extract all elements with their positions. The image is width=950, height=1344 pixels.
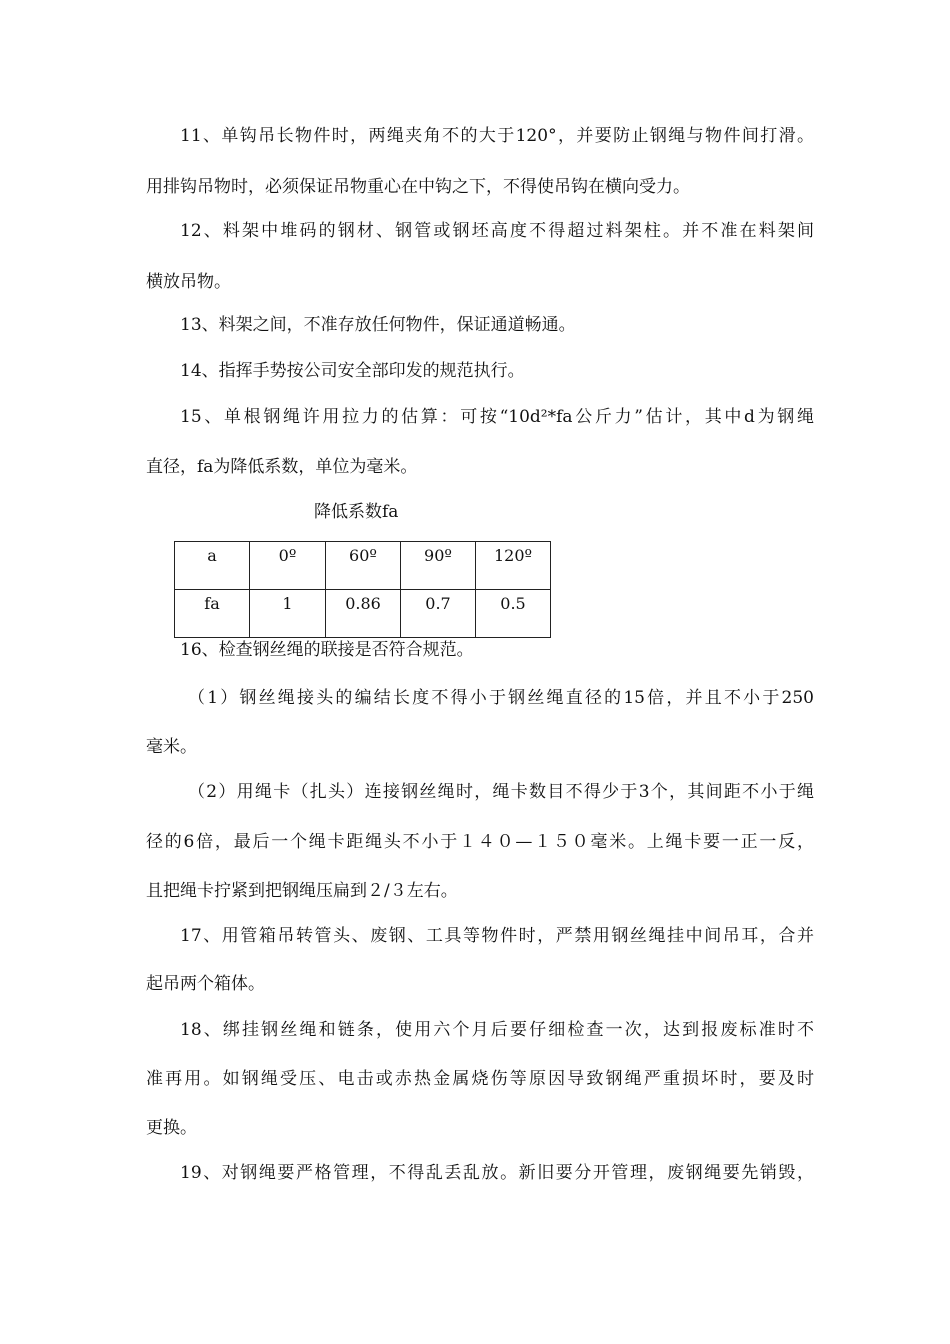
table-cell: 120º: [476, 542, 551, 590]
table-cell: 0º: [250, 542, 326, 590]
table-cell: 0.7: [401, 590, 476, 638]
paragraph-12-line-1: 12、料架中堆码的钢材、钢管或钢坯高度不得超过料架柱。并不准在料架间: [180, 221, 814, 241]
paragraph-19-line-1: 19、对钢绳要严格管理，不得乱丢乱放。新旧要分开管理，废钢绳要先销毁，: [180, 1163, 814, 1183]
paragraph-15-line-2: 直径，fa为降低系数，单位为毫米。: [146, 457, 418, 477]
table-row: [175, 590, 551, 638]
table-cell: 90º: [401, 542, 476, 590]
paragraph-16-1-line-1: （1）钢丝绳接头的编结长度不得小于钢丝绳直径的15倍，并且不小于250: [188, 688, 814, 708]
paragraph-17-line-2: 起吊两个箱体。: [146, 974, 265, 994]
paragraph-12-line-2: 横放吊物。: [146, 272, 231, 292]
paragraph-16: 16、检查钢丝绳的联接是否符合规范。: [180, 640, 474, 660]
paragraph-11-line-2: 用排钩吊物时，必须保证吊物重心在中钩之下，不得使吊钩在横向受力。: [146, 177, 690, 197]
paragraph-18-line-3: 更换。: [146, 1118, 197, 1138]
paragraph-11-line-1: 11、单钩吊长物件时，两绳夹角不的大于120°，并要防止钢绳与物件间打滑。: [180, 126, 814, 146]
table-caption: 降低系数fa: [314, 502, 399, 522]
table-cell: 1: [250, 590, 326, 638]
table-cell: a: [175, 542, 250, 590]
paragraph-16-1-line-2: 毫米。: [146, 737, 197, 757]
paragraph-15-line-1: 15、单根钢绳许用拉力的估算：可按“10d²*fa公斤力”估计，其中d为钢绳: [180, 407, 814, 427]
paragraph-13: 13、料架之间，不准存放任何物件，保证通道畅通。: [180, 315, 576, 335]
table-cell: fa: [175, 590, 250, 638]
paragraph-17-line-1: 17、用管箱吊转管头、废钢、工具等物件时，严禁用钢丝绳挂中间吊耳，合并: [180, 926, 814, 946]
paragraph-14: 14、指挥手势按公司安全部印发的规范执行。: [180, 361, 525, 381]
table-cell: 60º: [326, 542, 401, 590]
table-cell: 0.86: [326, 590, 401, 638]
reduction-factor-table: [174, 541, 551, 638]
paragraph-16-2-line-3: 且把绳卡拧紧到把钢绳压扁到２/３左右。: [146, 881, 458, 901]
paragraph-18-line-1: 18、绑挂钢丝绳和链条，使用六个月后要仔细检查一次，达到报废标准时不: [180, 1020, 814, 1040]
table-cell: 0.5: [476, 590, 551, 638]
paragraph-16-2-line-2: 径的6倍，最后一个绳卡距绳头不小于１４０—１５０毫米。上绳卡要一正一反，: [146, 832, 814, 852]
table-header-row: [175, 542, 551, 590]
paragraph-16-2-line-1: （2）用绳卡（扎头）连接钢丝绳时，绳卡数目不得少于3个，其间距不小于绳: [188, 782, 814, 802]
paragraph-18-line-2: 准再用。如钢绳受压、电击或赤热金属烧伤等原因导致钢绳严重损坏时，要及时: [146, 1069, 814, 1089]
